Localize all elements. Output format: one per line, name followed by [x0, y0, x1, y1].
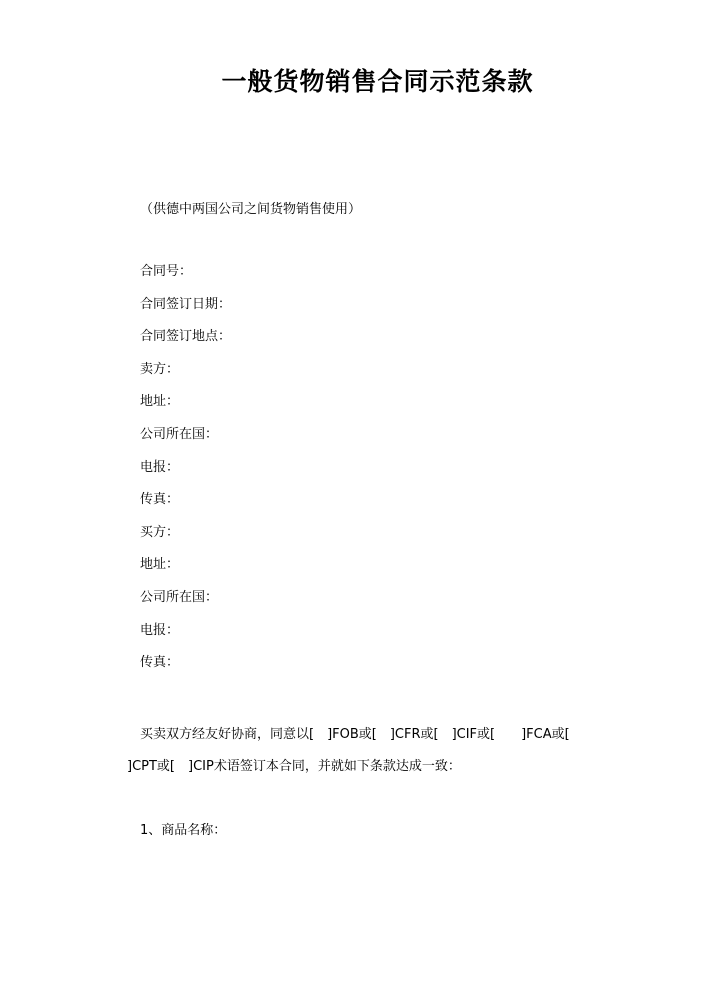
field-seller-address: 地址： — [140, 394, 180, 410]
field-signing-place: 合同签订地点： — [140, 329, 232, 345]
field-buyer: 买方： — [140, 524, 180, 540]
document-subtitle: （供德中两国公司之间货物销售使用） — [140, 202, 362, 217]
field-buyer-address: 地址： — [140, 557, 180, 573]
clause-commodity-name: 1、商品名称： — [140, 823, 227, 838]
field-buyer-fax: 传真： — [140, 655, 180, 671]
field-seller: 卖方： — [140, 361, 180, 377]
document-title: 一般货物销售合同示范条款 — [221, 67, 534, 96]
field-contract-number: 合同号： — [140, 264, 193, 279]
agreement-paragraph-line: 买卖双方经友好协商，同意以[ ]FOB或[ ]CFR或[ ]CIF或[ ]FCA或[ — [140, 727, 570, 742]
field-seller-fax: 传真： — [140, 492, 180, 508]
field-signing-date: 合同签订日期： — [140, 296, 232, 312]
contract-fields — [140, 263, 231, 687]
field-seller-telegram: 电报： — [140, 459, 180, 475]
agreement-paragraph-line: ]CPT或[ ]CIP术语签订本合同，并就如下条款达成一致： — [127, 759, 461, 774]
field-buyer-country: 公司所在国： — [140, 589, 219, 605]
agreement-paragraph — [127, 719, 617, 783]
field-buyer-telegram: 电报： — [140, 622, 180, 638]
field-seller-country: 公司所在国： — [140, 426, 219, 442]
